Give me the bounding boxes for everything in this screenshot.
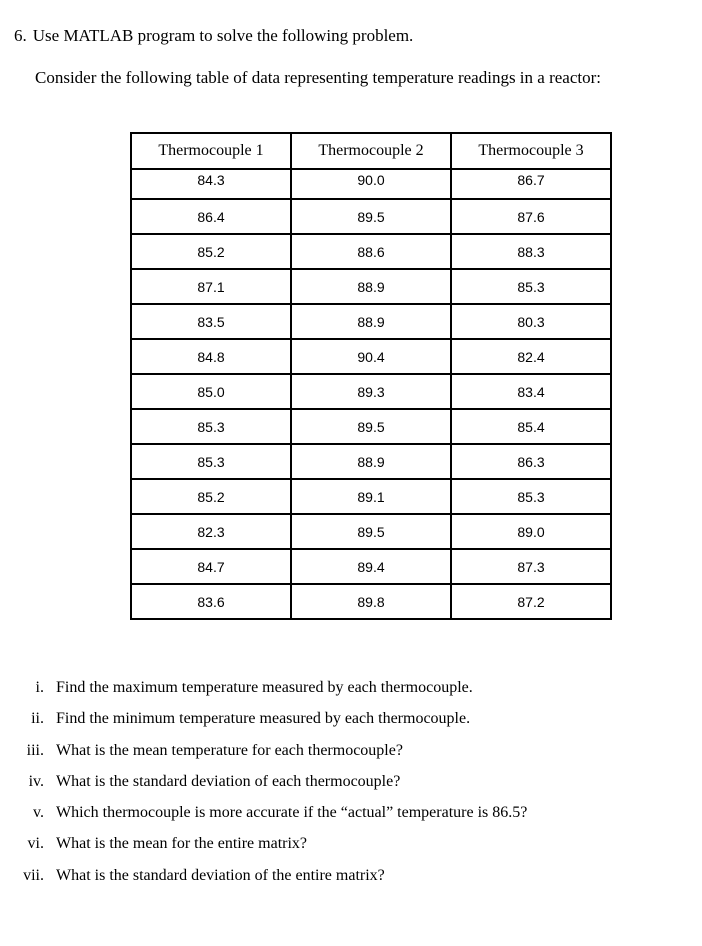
table-cell: 87.3 (451, 549, 611, 584)
question-text: What is the mean for the entire matrix? (56, 835, 308, 853)
table-header-row (131, 133, 611, 169)
table-row (131, 339, 611, 374)
question-numeral: i. (35, 679, 44, 696)
problem-intro: Consider the following table of data representing temperature readings in a reactor: (35, 68, 601, 87)
table-cell: 84.8 (131, 339, 291, 374)
table-cell: 90.0 (291, 169, 451, 199)
question-numeral: v. (33, 804, 44, 822)
question-text: Which thermocouple is more accurate if the “actual” temperature is 86.5? (56, 804, 528, 822)
table-row (131, 269, 611, 304)
table-row (131, 234, 611, 269)
table-cell: 85.3 (451, 479, 611, 514)
problem-title: Use MATLAB program to solve the following problem. (32, 26, 414, 45)
table-cell: 86.3 (451, 444, 611, 479)
table-row (131, 549, 611, 584)
problem-number: 6. (14, 26, 27, 45)
table-cell: 88.9 (291, 444, 451, 479)
question-numeral: vi. (27, 835, 44, 853)
table-row (131, 169, 611, 199)
question-numeral: iii. (26, 741, 44, 759)
table-row (131, 304, 611, 339)
table-cell: 87.1 (131, 269, 291, 304)
question-text: What is the mean temperature for each thermocouple? (56, 741, 403, 759)
table-cell: 82.4 (451, 339, 611, 374)
table-cell: 83.4 (451, 374, 611, 409)
table-cell: 89.4 (291, 549, 451, 584)
table-cell: 89.5 (291, 409, 451, 444)
table-cell: 85.2 (131, 234, 291, 269)
table-cell: 89.8 (291, 584, 451, 619)
table-row (131, 374, 611, 409)
question-numeral: iv. (28, 772, 44, 790)
question-text: Find the minimum temperature measured by each thermocouple. (56, 710, 471, 728)
temperature-table (130, 132, 612, 620)
table-cell: 85.0 (131, 374, 291, 409)
table-cell: 85.3 (451, 269, 611, 304)
table-cell: 83.5 (131, 304, 291, 339)
table-row (131, 444, 611, 479)
table-cell: 88.3 (451, 234, 611, 269)
question-text: What is the standard deviation of each thermocouple? (56, 772, 401, 790)
table-cell: 83.6 (131, 584, 291, 619)
question-numeral: ii. (31, 710, 44, 728)
column-header-thermocouple-1: Thermocouple 1 (131, 133, 291, 169)
problem-heading (14, 26, 413, 46)
table-cell: 90.4 (291, 339, 451, 374)
table-cell: 85.4 (451, 409, 611, 444)
table-cell: 89.3 (291, 374, 451, 409)
question-text: What is the standard deviation of the entire matrix? (56, 866, 385, 884)
table-cell: 89.5 (291, 199, 451, 234)
table-row (131, 199, 611, 234)
table-row (131, 409, 611, 444)
question-numeral: vii. (23, 866, 44, 884)
table-cell: 80.3 (451, 304, 611, 339)
table-cell: 88.6 (291, 234, 451, 269)
table-cell: 85.2 (131, 479, 291, 514)
table-cell: 86.4 (131, 199, 291, 234)
table-cell: 88.9 (291, 304, 451, 339)
table-cell: 89.1 (291, 479, 451, 514)
table-cell: 89.0 (451, 514, 611, 549)
table-cell: 85.3 (131, 409, 291, 444)
table-cell: 87.6 (451, 199, 611, 234)
column-header-thermocouple-2: Thermocouple 2 (291, 133, 451, 169)
table-cell: 85.3 (131, 444, 291, 479)
table-row (131, 514, 611, 549)
table-cell: 87.2 (451, 584, 611, 619)
table-cell: 88.9 (291, 269, 451, 304)
table-cell: 89.5 (291, 514, 451, 549)
table-cell: 82.3 (131, 514, 291, 549)
column-header-thermocouple-3: Thermocouple 3 (451, 133, 611, 169)
table-cell: 84.7 (131, 549, 291, 584)
table-row (131, 584, 611, 619)
table-cell: 84.3 (131, 169, 291, 199)
table-cell: 86.7 (451, 169, 611, 199)
question-text: Find the maximum temperature measured by each thermocouple. (56, 679, 473, 696)
table-row (131, 479, 611, 514)
